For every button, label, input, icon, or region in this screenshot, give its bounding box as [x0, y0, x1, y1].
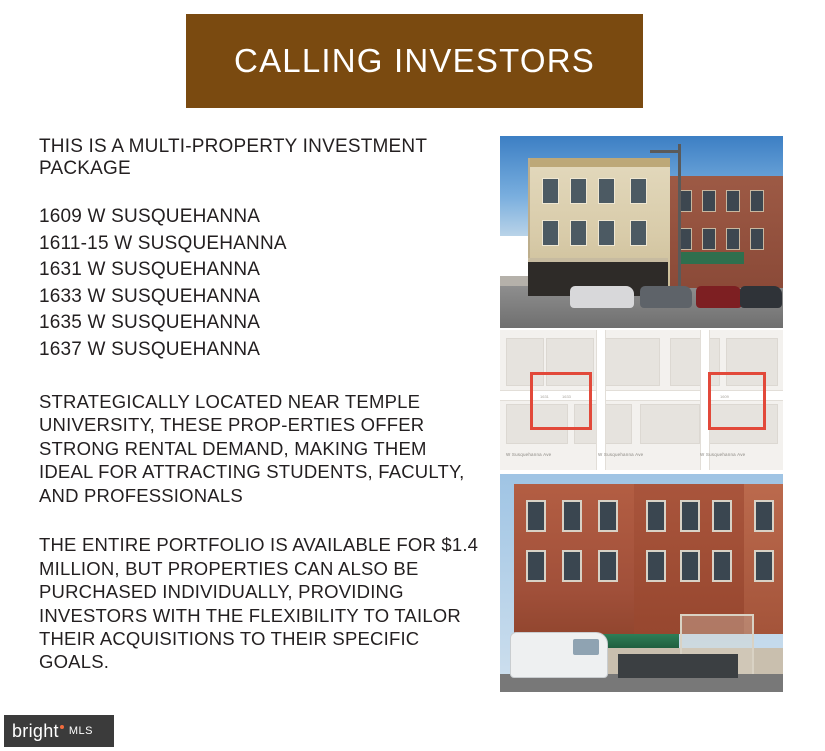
list-item: 1631 W SUSQUEHANNA — [39, 259, 261, 281]
utility-pole — [678, 144, 681, 294]
rowhouse-building — [634, 484, 744, 634]
list-item: 1611-15 W SUSQUEHANNA — [39, 232, 287, 254]
address-list — [39, 204, 479, 364]
parcel-map: W Susquehanna Ave W Susquehanna Ave W Susquehanna Ave 1631 1633 1609 — [500, 330, 783, 470]
property-photo-street-view — [500, 136, 783, 328]
list-item: 1633 W SUSQUEHANNA — [39, 285, 261, 307]
bright-mls-logo — [4, 715, 114, 747]
logo-dot-icon — [60, 725, 64, 729]
image-column — [500, 136, 783, 692]
adjacent-rowhouses — [668, 176, 783, 288]
map-street-label: W Susquehanna Ave — [700, 452, 746, 457]
map-street — [596, 330, 606, 470]
list-item: 1635 W SUSQUEHANNA — [39, 312, 261, 334]
property-photo-rowhouses — [500, 474, 783, 692]
map-street-label: W Susquehanna Ave — [506, 452, 552, 457]
map-highlight-parcel-a — [530, 372, 592, 430]
logo-brand-text: bright — [12, 720, 59, 741]
parked-car — [696, 286, 742, 308]
white-van — [510, 632, 608, 678]
map-street-label: W Susquehanna Ave — [598, 452, 644, 457]
logo-suffix-text: MLS — [68, 725, 93, 737]
street-light-arm — [650, 150, 680, 153]
list-item: 1609 W SUSQUEHANNA — [39, 206, 261, 228]
list-item: 1637 W SUSQUEHANNA — [39, 339, 261, 361]
rowhouse-building — [744, 484, 783, 634]
green-awning — [678, 252, 744, 264]
page-title: CALLING INVESTORS — [234, 42, 595, 79]
map-highlight-parcel-b — [708, 372, 766, 430]
parked-car — [640, 286, 692, 308]
pricing-paragraph: THE ENTIRE PORTFOLIO IS AVAILABLE FOR $1.4 MILLION, BUT PROPERTIES CAN ALSO BE PURCHASED INDIVIDUALLY, PROVIDING INVESTORS WITH THE FLEXIBILITY TO TAILOR THEIR ACQUISITIONS TO THEIR SPECIFIC GOALS. — [39, 534, 479, 673]
parked-car — [740, 286, 782, 308]
intro-text: THIS IS A MULTI-PROPERTY INVESTMENT PACKAGE — [39, 136, 427, 180]
text-column — [39, 136, 479, 674]
trailer — [618, 654, 738, 678]
parked-car — [570, 286, 634, 308]
header-banner — [186, 14, 643, 108]
rowhouse-building — [514, 484, 634, 634]
location-paragraph: STRATEGICALLY LOCATED NEAR TEMPLE UNIVERSITY, THESE PROP-ERTIES OFFER STRONG RENTAL DEMAND, MAKING THEM IDEAL FOR ATTRACTING STUDENTS, FACULTY, AND PROFESSIONALS — [39, 390, 465, 506]
